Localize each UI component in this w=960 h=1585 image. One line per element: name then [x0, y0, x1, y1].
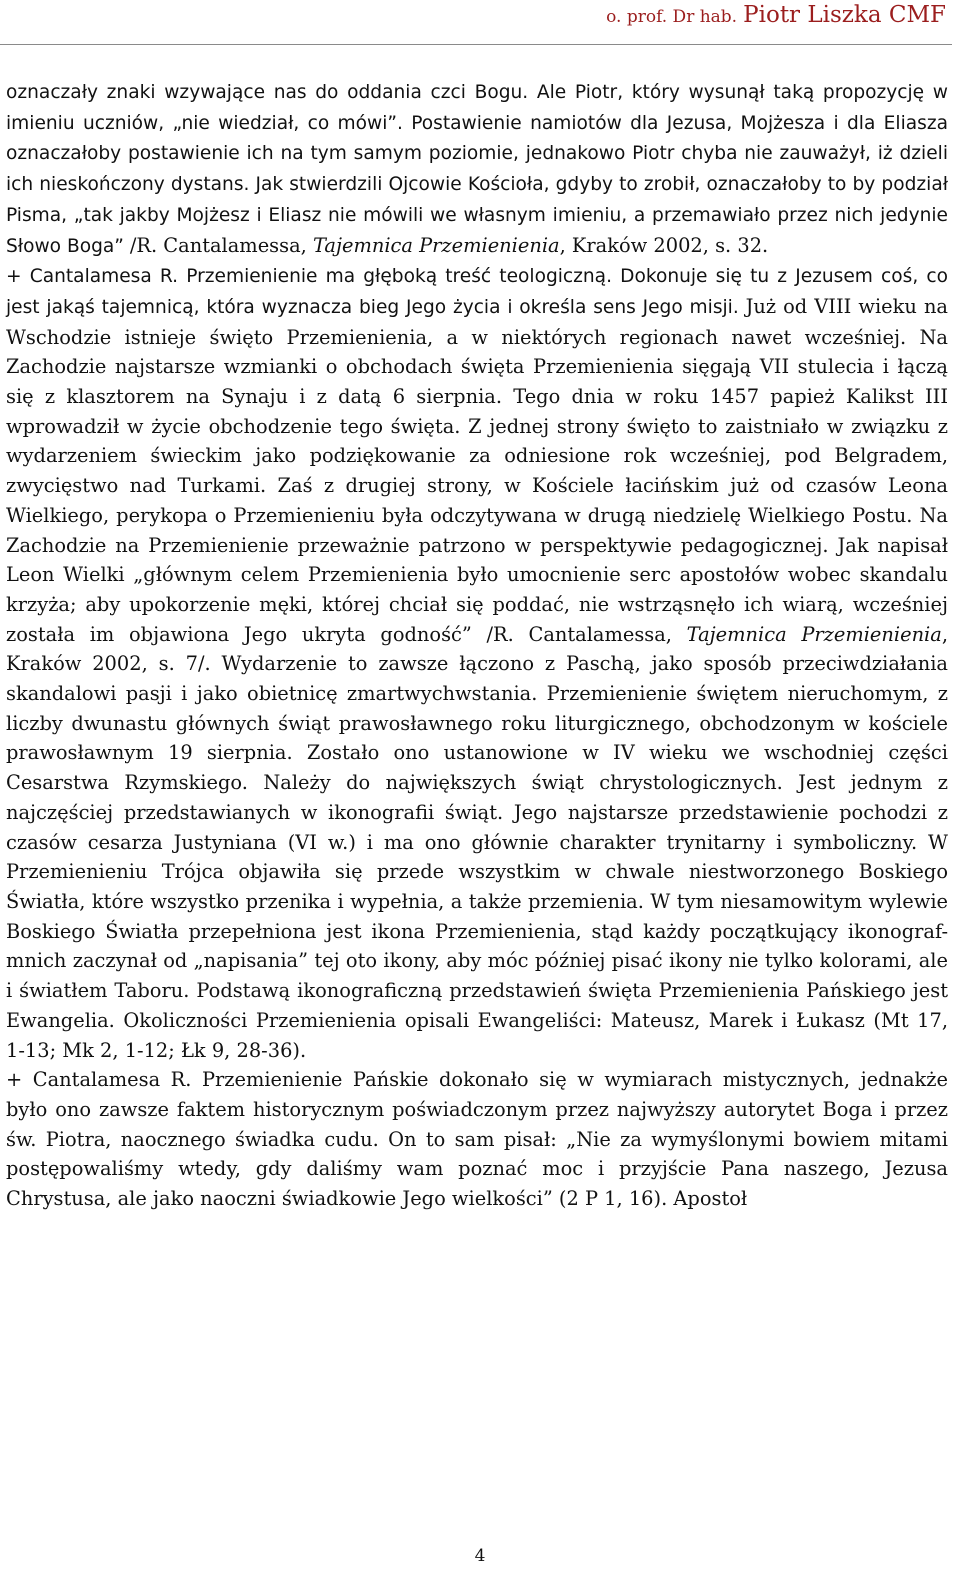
page-number: 4 — [474, 1546, 486, 1566]
running-header — [606, 2, 946, 28]
text-run: , Kraków 2002, s. 32. — [559, 233, 769, 257]
book-title: Tajemnica Przemienienia — [686, 622, 942, 646]
text-run: Dokonuje się tu z Jezusem coś, co jest jakąś tajemnicą, która wyznacza bieg Jego życia i określa sens Jego misji. — [6, 266, 949, 318]
text-run: , Kraków 2002, s. 7/. Wydarzenie to zawsze łączono z Paschą, jako sposób przeciwdziałania skandalowi pasji i jako obietnicę zmartwychwstania. Przemienienie świętem nieruchomym, z liczby dwunastu głównych świąt prawosławnego roku liturgicznego, obchodzonym w kościele prawosławnym 19 sierpnia. Zostało ono ustanowione w IV wieku we wschodniej części Cesarstwa Rzymskiego. Należy do największych świąt chrystologicznych. Jest jednym z najczęściej przedstawianych w ikonografii świąt. Jego najstarsze przedstawienie pochodzi z czasów cesarza Justyniana (VI w.) i ma ono głównie charakter trynitarny i symboliczny. W Przemienieniu Trójca objawiła się przede wszystkim w chwale niestworzonego Boskiego Światła, które wszystko przenika i wypełnia, a także przemienia. W tym niesamowitym wylewie Boskiego Światła przepełniona jest ikona Przemienienia, stąd każdy początkujący ikonograf-mnich zaczynał od „napisania” tej oto ikony, aby móc później pisać ikony nie tylko kolorami, ale i światłem Taboru. Podstawą ikonograficzną przedstawień święta Przemienienia Pańskiego jest Ewangelia. Okoliczności Przemienienia opisali Ewangeliści: Mateusz, Marek i Łukasz (Mt 17, 1-13; Mk 2, 1-12; Łk 9, 28-36). — [6, 622, 948, 1062]
header-rule — [0, 44, 952, 45]
body-text — [6, 77, 948, 1214]
text-run: /R. Cantalamessa, — [129, 233, 313, 257]
text-run: + Cantalamesa R. Przemienienie Pańskie dokonało się w wymiarach mistycznych, jednakże było ono zawsze faktem historycznym poświadczonym przez najwyższy autorytet Boga i przez św. Piotra, naocznego świadka cudu. On to sam pisał: „Nie za wymyślonymi bowiem mitami postępowaliśmy wtedy, gdy daliśmy wam poznać moc i przyjście Pana naszego, Jezusa Chrystusa, ale jako naoczni świadkowie Jego wielkości” (2 P 1, 16). Apostoł — [6, 1068, 948, 1211]
text-run: oznaczały znaki wzywające nas do oddania czci Bogu. Ale Piotr, który wysunął taką propozycję w imieniu uczniów, „nie wiedział, co mówi”. Postawienie namiotów dla Jezusa, Mojżesza i dla Eliasza oznaczałoby postawienie ich na tym samym poziomie, jednakowo Piotr chyba nie zauważył, iż dzieli ich nieskończony dystans. Jak stwierdzili Ojcowie Kościoła, gdyby to zrobił, oznaczałoby to by podział Pisma, „tak jakby Mojżesz i Eliasz nie mówili we własnym imieniu, a przemawiało przez nich jedynie Słowo Boga” — [6, 82, 948, 257]
paragraph — [6, 261, 948, 1065]
text-run: + Cantalamesa R. Przemienienie ma głęboką treść teologiczną. — [6, 266, 621, 288]
book-title: Tajemnica Przemienienia — [312, 233, 560, 257]
header-prefix: o. prof. Dr hab. — [606, 7, 738, 27]
paragraph — [6, 77, 948, 261]
header-author: Piotr Liszka CMF — [743, 2, 946, 28]
paragraph — [6, 1065, 948, 1214]
text-run: Już od VIII wieku na Wschodzie istnieje święto Przemienienia, a w niektórych regionach nawet wcześniej. Na Zachodzie najstarsze wzmianki o obchodach święta Przemienienia sięgają VII stulecia i łączą się z klasztorem na Synaju i z datą 6 sierpnia. Tego dnia w roku 1457 papież Kalikst III wprowadził w życie obchodzenie tego święta. Z jednej strony święto to zaistniało w związku z wydarzeniem świeckim jako podziękowanie za odniesione rok wcześniej, pod Belgradem, zwycięstwo nad Turkami. Zaś z drugiej strony, w Kościele łacińskim już od czasów Leona Wielkiego, perykopa o Przemienieniu była odczytywana w drugą niedzielę Wielkiego Postu. Na Zachodzie na Przemienienie przeważnie patrzono w perspektywie pedagogicznej. Jak napisał Leon Wielki „głównym celem Przemienienia było umocnienie serc apostołów wobec skandalu krzyża; aby upokorzenie męki, której chciał się poddać, nie wstrząsnęło ich wiarą, wcześniej została im objawiona Jego ukryta godność” /R. Cantalamessa, — [6, 294, 948, 646]
